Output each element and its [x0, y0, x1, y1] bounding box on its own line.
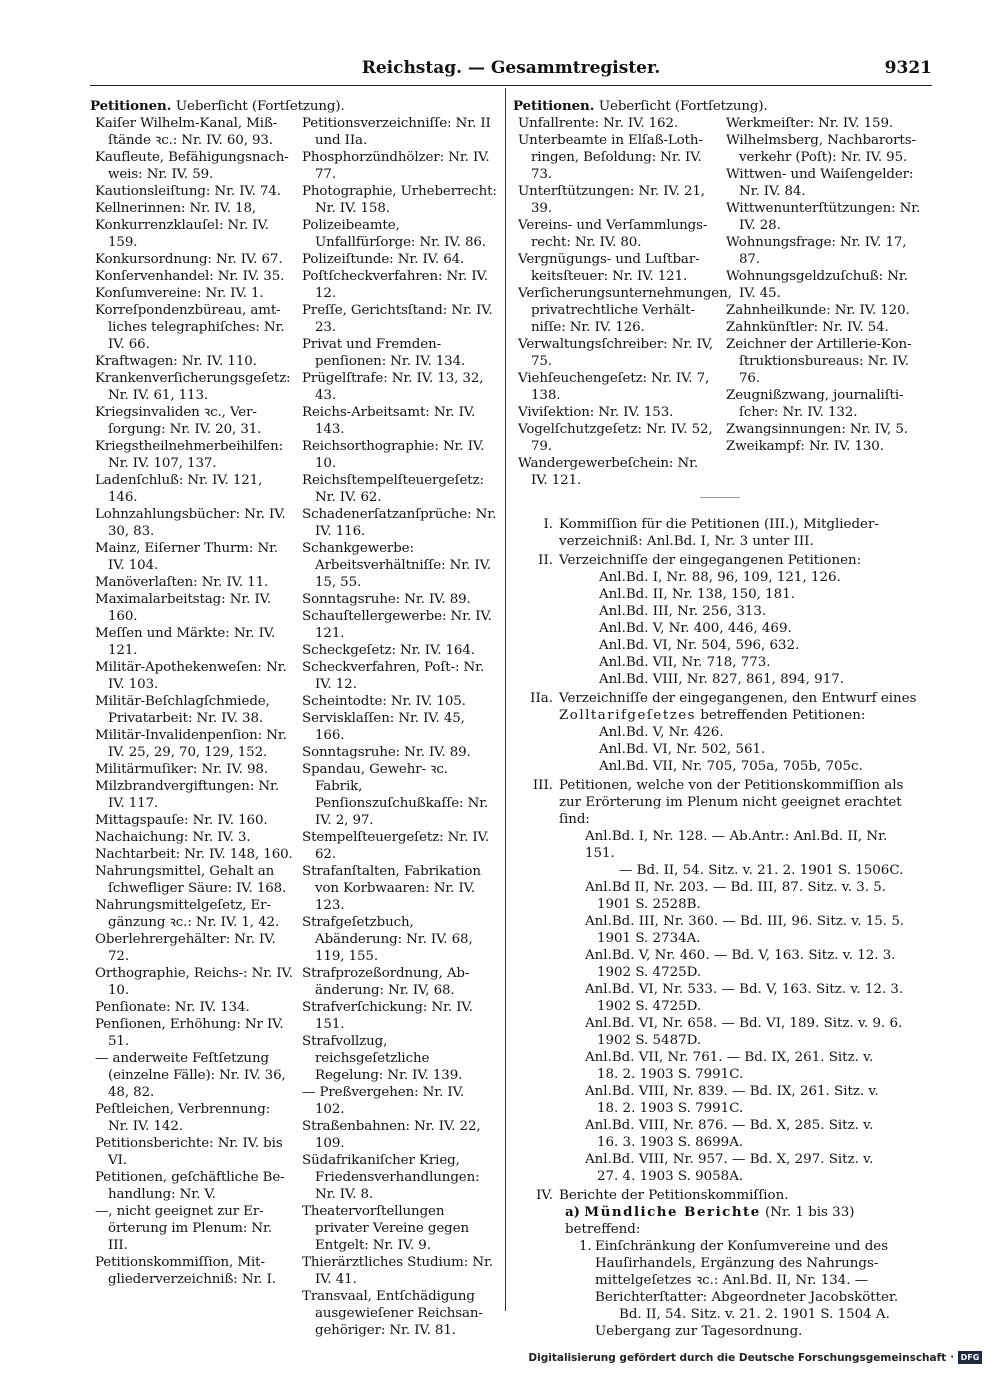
page-number: 9321 [884, 58, 932, 78]
right-subcolumn-b [721, 115, 921, 455]
index-entry: Konſumvereine: Nr. IV. 1. [95, 286, 264, 301]
reference-line: Anl.Bd. II, Nr. 138, 150, 181. [599, 587, 795, 602]
index-entry: Scheckverfahren, Poſt-: Nr. IV. 12. [302, 660, 485, 692]
index-entry: Schauſtellergewerbe: Nr. IV. 121. [302, 609, 492, 641]
reference-line: Anl.Bd. I, Nr. 128. — Ab.Antr.: Anl.Bd. II, Nr. 151. [585, 829, 888, 861]
index-entry: Penſionate: Nr. IV. 134. [95, 1000, 250, 1015]
reference-line: 18. 2. 1903 S. 7991C. [597, 1067, 744, 1082]
reference-line: Anl.Bd. V, Nr. 460. — Bd. V, 163. Sitz. v. 12. 3. [585, 948, 896, 963]
index-entry: Orthographie, Reichs-: Nr. IV. 10. [95, 966, 293, 998]
index-entry: Poſtſcheckverfahren: Nr. IV. 12. [302, 269, 488, 301]
index-entry: Südafrikaniſcher Krieg, Friedensverhandlungen: Nr. IV. 8. [302, 1153, 480, 1202]
index-entry: Strafverſchickung: Nr. IV. 151. [302, 1000, 473, 1032]
index-entry: Strafanſtalten, Fabrikation von Korbwaaren: Nr. IV. 123. [302, 864, 481, 913]
reference-line: Anl.Bd. VIII, Nr. 827, 861, 894, 917. [599, 672, 844, 687]
index-entry: Polizeibeamte, Unfallfürſorge: Nr. IV. 86. [302, 218, 486, 250]
index-entry: Kellnerinnen: Nr. IV. 18, [95, 201, 257, 216]
index-entry: Viviſektion: Nr. IV. 153. [518, 405, 674, 420]
reference-line: Anl.Bd. VI, Nr. 658. — Bd. VI, 189. Sitz. v. 9. 6. [585, 1016, 903, 1031]
index-entry: Verwaltungsſchreiber: Nr. IV, 75. [518, 337, 714, 369]
index-entry: Petitionsverzeichniſſe: Nr. II und IIa. [302, 116, 491, 148]
index-entry: Photographie, Urheberrecht: Nr. IV. 158. [302, 184, 497, 216]
index-entry: Polizeiſtunde: Nr. IV. 64. [302, 252, 465, 267]
section-iv-sub-a: a) Mündliche Berichte (Nr. 1 bis 33) betreffend: [565, 1204, 855, 1237]
section-iv-item-1-text: Einſchränkung der Konſumvereine und des Hauſirhandels, Ergänzung des Nahrungs- mittelgeſetzes ꝛc.: Anl.Bd. II, Nr. 134. — Berichterſtatter: Abgeordneter Jacobskötter. [595, 1239, 899, 1305]
index-entry: — Preßvergehen: Nr. IV. 102. [302, 1085, 464, 1117]
index-entry: Nachtarbeit: Nr. IV. 148, 160. [95, 847, 293, 862]
index-entry: Servisklaſſen: Nr. IV. 45, 166. [302, 711, 465, 743]
running-title: Reichstag. — Gesammtregister. [361, 58, 661, 78]
index-entry: Mainz, Eiſerner Thurm: Nr. IV. 104. [95, 541, 279, 573]
section-separator [700, 497, 740, 498]
index-entry: Unterſtützungen: Nr. IV. 21, 39. [518, 184, 705, 216]
right-heading: Petitionen. Ueberſicht (Fortſetzung). [513, 98, 768, 114]
reference-line: Anl.Bd. III, Nr. 256, 313. [599, 604, 767, 619]
index-entry: Zahnheilkunde: Nr. IV. 120. [726, 303, 910, 318]
index-entry: Wilhelmsberg, Nachbarorts- verkehr (Poſt): Nr. IV. 95. [726, 133, 916, 165]
index-entry: Petitionsberichte: Nr. IV. bis VI. [95, 1136, 283, 1168]
index-entry: Stempelſteuergeſetz: Nr. IV. 62. [302, 830, 489, 862]
footer-credit: Digitalisierung gefördert durch die Deutsche Forschungsgemeinschaft · DFG [528, 1351, 982, 1364]
right-column [513, 98, 923, 498]
section-iv: IV. Berichte der Petitionskommiſſion. a) Mündliche Berichte (Nr. 1 bis 33) betreffend: 1. Einſchränkung der Konſumvereine und des Hauſirhandels, Ergänzung des Nahrungs- mittelgeſetzes ꝛc.: Anl.Bd. II, Nr. 134. — Berichterſtatter: Abgeordneter Jacobskötter. Bd. II, 54. Sitz. v. 21. 2. 1901 S. 1504 A. Uebergang zur Tagesordnung. [513, 1187, 920, 1340]
reference-line: 27. 4. 1903 S. 9058A. [597, 1169, 744, 1184]
index-entry: Zwangsinnungen: Nr. IV, 5. [726, 422, 908, 437]
index-entry: Strafprozeßordnung, Ab- änderung: Nr. IV, 68. [302, 966, 470, 998]
index-entry: Nachaichung: Nr. IV. 3. [95, 830, 251, 845]
index-entry: Schadenerſatzanſprüche: Nr. IV. 116. [302, 507, 497, 539]
index-entry: Unfallrente: Nr. IV. 162. [518, 116, 679, 131]
index-entry: Manöverlaſten: Nr. IV. 11. [95, 575, 269, 590]
reference-line: 1901 S. 2528B. [597, 897, 701, 912]
index-entry: Transvaal, Entſchädigung ausgewieſener Reichsan- gehöriger: Nr. IV. 81. [302, 1289, 483, 1338]
index-entry: Strafgeſetzbuch, Abänderung: Nr. IV. 68, 119, 155. [302, 915, 473, 964]
reference-line: Anl.Bd. I, Nr. 88, 96, 109, 121, 126. [599, 570, 841, 585]
reference-line: Anl.Bd II, Nr. 203. — Bd. III, 87. Sitz. v. 3. 5. [585, 880, 887, 895]
index-entry: Wittwen- und Waiſengelder: Nr. IV. 84. [726, 167, 914, 199]
section-iv-item-1-ref: Bd. II, 54. Sitz. v. 21. 2. 1901 S. 1504 A. [619, 1307, 890, 1322]
section-ii-title: Verzeichniſſe der eingegangenen Petitionen: [559, 553, 862, 568]
index-entry: Reichs-Arbeitsamt: Nr. IV. 143. [302, 405, 476, 437]
index-entry: Sonntagsruhe: Nr. IV. 89. [302, 592, 471, 607]
sections-block [513, 516, 920, 1340]
index-entry: Wittwenunterſtützungen: Nr. IV. 28. [726, 201, 921, 233]
section-iia-lines [559, 724, 920, 775]
reference-line: 16. 3. 1903 S. 8699A. [597, 1135, 744, 1150]
dfg-logo: DFG [958, 1351, 982, 1364]
left-subcolumn-b [297, 115, 497, 1339]
section-iia-title: Verzeichniſſe der eingegangenen, den Entwurf eines Zolltarifgeſetzes betreffenden Petitionen: [559, 691, 917, 723]
index-entry: Militär-Apothekenweſen: Nr. IV. 103. [95, 660, 287, 692]
section-ii-lines [559, 569, 920, 688]
index-entry: Zeichner der Artillerie-Kon- ſtruktionsbureaus: Nr. IV. 76. [726, 337, 912, 386]
section-iii: III. Petitionen, welche von der Petitionskommiſſion als zur Erörterung im Plenum nicht geeignet erachtet ſind: Anl.Bd. I, Nr. 128. — Ab.Antr.: Anl.Bd. II, Nr. 151. — Bd. II, 54. Sitz. v. 21. 2. 1901 S. 1506C. Anl.Bd II, Nr. 203. — Bd. III, 87. Sitz. v. 3. 5. 1901 S. 2528B. Anl.Bd. III, Nr. 360. — Bd. III, 96. Sitz. v. 15. 5. 1901 S. 2734A. Anl.Bd. V, Nr. 460. — Bd. V, 163. Sitz. v. 12. 3. 1902 S. 4725D. Anl.Bd. VI, Nr. 533. — Bd. V, 163. Sitz. v. 12. 3. 1902 S. 4725D. Anl.Bd. VI, Nr. 658. — Bd. VI, 189. Sitz. v. 9. 6. 1902 S. 5487D. Anl.Bd. VII, Nr. 761. — Bd. IX, 261. Sitz. v. 18. 2. 1903 S. 7991C. Anl.Bd. VIII, Nr. 839. — Bd. IX, 261. Sitz. v. 18. 2. 1903 S. 7991C. Anl.Bd. VIII, Nr. 876. — Bd. X, 285. Sitz. v. 16. 3. 1903 S. 8699A. Anl.Bd. VIII, Nr. 957. — Bd. X, 297. Sitz. v. 27. 4. 1903 S. 9058A. [513, 777, 920, 1185]
index-entry: Viehſeuchengeſetz: Nr. IV. 7, 138. [518, 371, 710, 403]
index-entry: Militärmuſiker: Nr. IV. 98. [95, 762, 268, 777]
index-entry: Vereins- und Verſammlungs- recht: Nr. IV. 80. [518, 218, 708, 250]
reference-line: Anl.Bd. III, Nr. 360. — Bd. III, 96. Sitz. v. 15. 5. [585, 914, 905, 929]
index-entry: Werkmeiſter: Nr. IV. 159. [726, 116, 894, 131]
index-entry: Penſionen, Erhöhung: Nr IV. 51. [95, 1017, 284, 1049]
index-entry: Militär-Invalidenpenſion: Nr. IV. 25, 29, 70, 129, 152. [95, 728, 287, 760]
index-entry: Kraftwagen: Nr. IV. 110. [95, 354, 257, 369]
reference-line: Anl.Bd. VIII, Nr. 876. — Bd. X, 285. Sitz. v. [585, 1118, 874, 1133]
index-entry: Kautionsleiſtung: Nr. IV. 74. [95, 184, 281, 199]
reference-line: Anl.Bd. VII, Nr. 718, 773. [599, 655, 771, 670]
index-entry: Wandergewerbeſchein: Nr. IV. 121. [518, 456, 699, 488]
index-entry: Krankenverſicherungsgeſetz: Nr. IV. 61, 113. [95, 371, 291, 403]
section-i-text: Kommiſſion für die Petitionen (III.), Mitglieder- verzeichniß: Anl.Bd. I, Nr. 3 unter III. [559, 517, 879, 549]
left-column [90, 98, 500, 1338]
reference-line: Anl.Bd. VIII, Nr. 839. — Bd. IX, 261. Sitz. v. [585, 1084, 879, 1099]
index-entry: Konſervenhandel: Nr. IV. 35. [95, 269, 285, 284]
index-entry: Sonntagsruhe: Nr. IV. 89. [302, 745, 471, 760]
section-iv-item-1-end: Uebergang zur Tagesordnung. [595, 1324, 803, 1339]
index-entry: Scheintodte: Nr. IV. 105. [302, 694, 466, 709]
index-entry: Schankgewerbe: Arbeitsverhältniſſe: Nr. IV. 15, 55. [302, 541, 492, 590]
index-entry: Prügelſtrafe: Nr. IV. 13, 32, 43. [302, 371, 484, 403]
reference-line: 1902 S. 4725D. [597, 965, 702, 980]
reference-line: Anl.Bd. V, Nr. 426. [599, 725, 724, 740]
reference-line: Anl.Bd. V, Nr. 400, 446, 469. [599, 621, 792, 636]
index-entry: Vergnügungs- und Luſtbar- keitsſteuer: Nr. IV. 121. [518, 252, 700, 284]
index-entry: Phosphorzündhölzer: Nr. IV. 77. [302, 150, 490, 182]
section-iia: IIa. Verzeichniſſe der eingegangenen, den Entwurf eines Zolltarifgeſetzes betreffenden Petitionen: Anl.Bd. V, Nr. 426. Anl.Bd. VI, Nr. 502, 561. Anl.Bd. VII, Nr. 705, 705a, 705b, 705c. [513, 690, 920, 775]
left-heading: Petitionen. Ueberſicht (Fortſetzung). [90, 98, 345, 114]
index-entry: Wohnungsfrage: Nr. IV. 17, 87. [726, 235, 907, 267]
reference-line: Anl.Bd. VII, Nr. 705, 705a, 705b, 705c. [599, 759, 863, 774]
reference-line: Anl.Bd. VI, Nr. 533. — Bd. V, 163. Sitz. v. 12. 3. [585, 982, 904, 997]
index-entry: Militär-Beſchlagſchmiede, Privatarbeit: Nr. IV. 38. [95, 694, 270, 726]
index-entry: Kaufleute, Befähigungsnach- weis: Nr. IV. 59. [95, 150, 289, 182]
index-entry: Spandau, Gewehr- ꝛc. Fabrik, Penſionszuſchußkaſſe: Nr. IV. 2, 97. [302, 762, 489, 828]
reference-line: Anl.Bd. VIII, Nr. 957. — Bd. X, 297. Sitz. v. [585, 1152, 874, 1167]
index-entry: Nahrungsmittelgeſetz, Er- gänzung ꝛc.: Nr. IV. 1, 42. [95, 898, 280, 930]
index-entry: Oberlehrergehälter: Nr. IV. 72. [95, 932, 276, 964]
index-entry: Mittagspauſe: Nr. IV. 160. [95, 813, 268, 828]
reference-line: Anl.Bd. VI, Nr. 502, 561. [599, 742, 766, 757]
index-entry: Korreſpondenzbüreau, amt- liches telegraphiſches: Nr. IV. 66. [95, 303, 285, 352]
index-entry: Kaiſer Wilhelm-Kanal, Miß- ſtände ꝛc.: Nr. IV. 60, 93. [95, 116, 278, 148]
index-entry: Straßenbahnen: Nr. IV. 22, 109. [302, 1119, 481, 1151]
index-entry: Scheckgeſetz: Nr. IV. 164. [302, 643, 475, 658]
section-ii: II. Verzeichniſſe der eingegangenen Petitionen: Anl.Bd. I, Nr. 88, 96, 109, 121, 126. Anl.Bd. II, Nr. 138, 150, 181. Anl.Bd. III, Nr. 256, 313. Anl.Bd. V, Nr. 400, 446, 469. Anl.Bd. VI, Nr. 504, 596, 632. Anl.Bd. VII, Nr. 718, 773. Anl.Bd. VIII, Nr. 827, 861, 894, 917. [513, 552, 920, 688]
left-subcolumn-a [90, 115, 294, 1288]
index-entry: Reichsorthographie: Nr. IV. 10. [302, 439, 485, 471]
index-entry: — anderweite Feſtſetzung (einzelne Fälle): Nr. IV. 36, 48, 82. [95, 1051, 286, 1100]
index-entry: Verſicherungsunternehmungen, privatrechtliche Verhält- niſſe: Nr. IV. 126. [518, 286, 732, 335]
index-entry: Maximalarbeitstag: Nr. IV. 160. [95, 592, 272, 624]
index-entry: Kriegstheilnehmerbeihilfen: Nr. IV. 107, 137. [95, 439, 284, 471]
index-entry: Lohnzahlungsbücher: Nr. IV. 30, 83. [95, 507, 286, 539]
section-i: I. Kommiſſion für die Petitionen (III.), Mitglieder- verzeichniß: Anl.Bd. I, Nr. 3 unter III. [513, 516, 920, 550]
index-entry: Preſſe, Gerichtsſtand: Nr. IV. 23. [302, 303, 493, 335]
index-entry: Meſſen und Märkte: Nr. IV. 121. [95, 626, 276, 658]
section-iv-item-1: 1. Einſchränkung der Konſumvereine und des Hauſirhandels, Ergänzung des Nahrungs- mittelgeſetzes ꝛc.: Anl.Bd. II, Nr. 134. — Berichterſtatter: Abgeordneter Jacobskötter. Bd. II, 54. Sitz. v. 21. 2. 1901 S. 1504 A. Uebergang zur Tagesordnung. [579, 1238, 920, 1340]
section-iv-title: Berichte der Petitionskommiſſion. [559, 1188, 789, 1203]
index-entry: Zweikampf: Nr. IV. 130. [726, 439, 884, 454]
index-entry: Strafvollzug, reichsgeſetzliche Regelung: Nr. IV. 139. [302, 1034, 463, 1083]
index-entry: Vogelſchutzgeſetz: Nr. IV. 52, 79. [518, 422, 713, 454]
index-entry: Nahrungsmittel, Gehalt an ſchwefliger Säure: IV. 168. [95, 864, 287, 896]
section-iii-title: Petitionen, welche von der Petitionskommiſſion als zur Erörterung im Plenum nicht geeignet erachtet ſind: [559, 778, 904, 827]
header-rule [90, 85, 932, 86]
index-entry: Zahnkünſtler: Nr. IV. 54. [726, 320, 889, 335]
index-entry: Peſtleichen, Verbrennung: Nr. IV. 142. [95, 1102, 271, 1134]
index-entry: Konkursordnung: Nr. IV. 67. [95, 252, 283, 267]
index-entry: Kriegsinvaliden ꝛc., Ver- ſorgung: Nr. IV. 20, 31. [95, 405, 262, 437]
reference-line: — Bd. II, 54. Sitz. v. 21. 2. 1901 S. 1506C. [619, 863, 904, 878]
reference-line: 1901 S. 2734A. [597, 931, 701, 946]
column-divider [505, 88, 506, 1311]
index-entry: Petitionen, geſchäftliche Be- handlung: Nr. V. [95, 1170, 285, 1202]
section-iii-lines [559, 828, 920, 1185]
index-entry: Theatervorſtellungen privater Vereine gegen Entgelt: Nr. IV. 9. [302, 1204, 469, 1253]
index-entry: Petitionskommiſſion, Mit- gliederverzeichniß: Nr. I. [95, 1255, 276, 1287]
index-entry: Konkurrenzklauſel: Nr. IV. 159. [95, 218, 269, 250]
page-header [90, 58, 932, 82]
footer-text: Digitalisierung gefördert durch die Deutsche Forschungsgemeinschaft [528, 1351, 947, 1364]
reference-line: 1902 S. 4725D. [597, 999, 702, 1014]
index-entry: —, nicht geeignet zur Er- örterung im Plenum: Nr. III. [95, 1204, 273, 1253]
index-entry: Thierärztliches Studium: Nr. IV. 41. [302, 1255, 493, 1287]
reference-line: 1902 S. 5487D. [597, 1033, 702, 1048]
index-entry: Ladenſchluß: Nr. IV. 121, 146. [95, 473, 263, 505]
index-entry: Wohnungsgeldzuſchuß: Nr. IV. 45. [726, 269, 908, 301]
reference-line: Anl.Bd. VI, Nr. 504, 596, 632. [599, 638, 800, 653]
index-entry: Reichsſtempelſteuergeſetz: Nr. IV. 62. [302, 473, 484, 505]
index-entry: Privat und Fremden- penſionen: Nr. IV. 134. [302, 337, 466, 369]
index-entry: Unterbeamte in Elſaß-Loth- ringen, Beſoldung: Nr. IV. 73. [518, 133, 703, 182]
reference-line: Anl.Bd. VII, Nr. 761. — Bd. IX, 261. Sitz. v. [585, 1050, 874, 1065]
reference-line: 18. 2. 1903 S. 7991C. [597, 1101, 744, 1116]
index-entry: Zeugnißzwang, journaliſti- ſcher: Nr. IV. 132. [726, 388, 904, 420]
right-subcolumn-a [513, 115, 732, 489]
index-entry: Milzbrandvergiftungen: Nr. IV. 117. [95, 779, 280, 811]
